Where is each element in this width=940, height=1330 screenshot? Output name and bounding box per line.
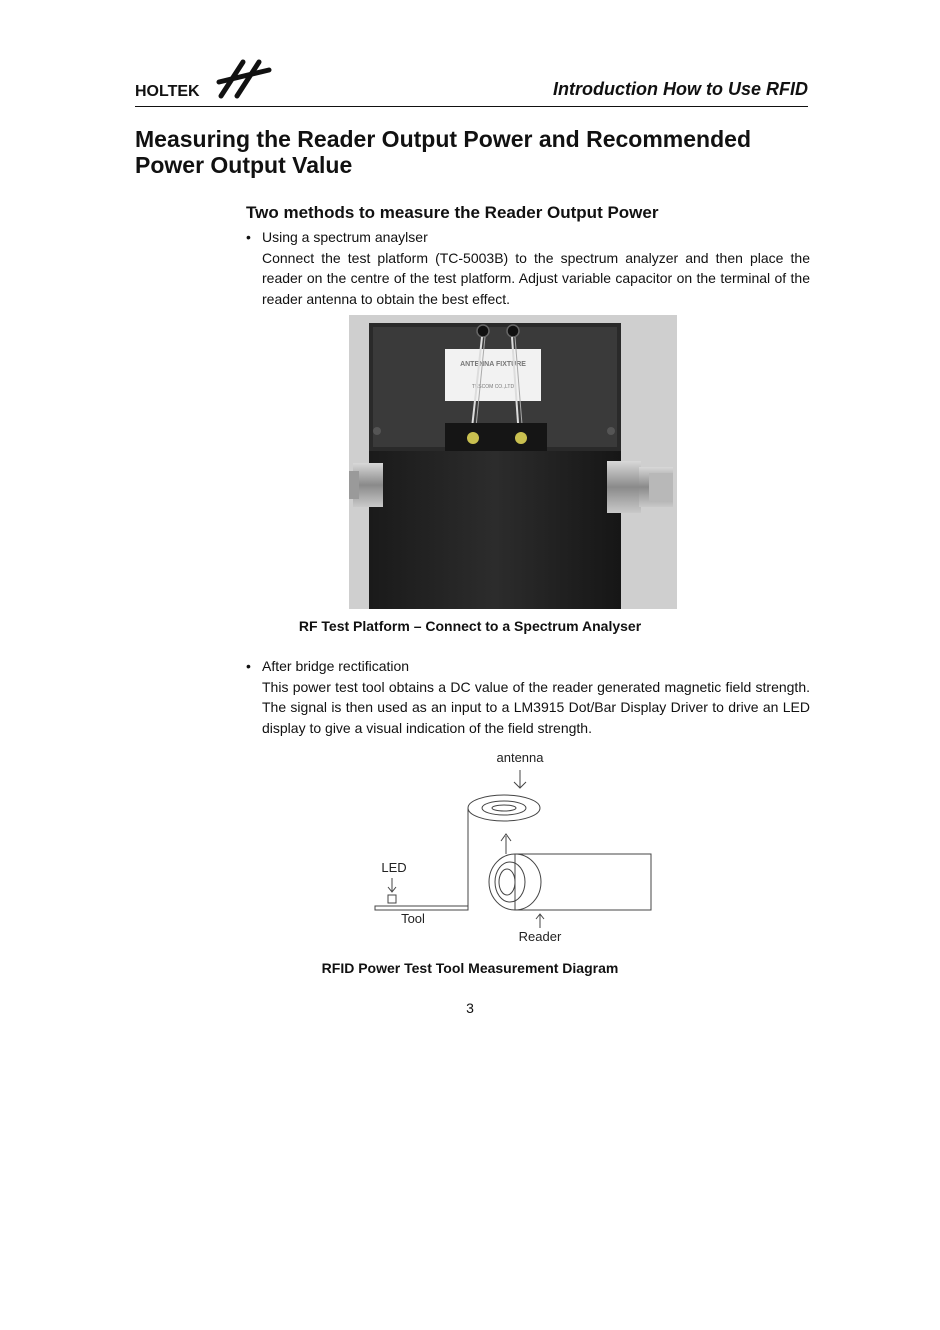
bullet-icon: • <box>246 229 251 245</box>
holtek-logo <box>135 52 275 102</box>
svg-text:HOLTEK: HOLTEK <box>135 83 200 100</box>
bullet-icon: • <box>246 658 251 674</box>
svg-text:Reader: Reader <box>518 929 562 944</box>
svg-text:Tool: Tool <box>401 911 425 926</box>
bullet-bridge-rectification <box>246 656 810 738</box>
page-number: 3 <box>466 1000 474 1016</box>
svg-text:LED: LED <box>381 860 407 875</box>
bullet-spectrum-analyser <box>246 227 810 309</box>
figure2-caption: RFID Power Test Tool Measurement Diagram <box>321 960 619 976</box>
svg-text:TESCOM CO.,LTD: TESCOM CO.,LTD <box>471 384 515 390</box>
bullet-label: Using a spectrum anaylser <box>262 229 428 245</box>
bullet-body: This power test tool obtains a DC value of the reader generated magnetic field strength. The signal is then used as an input to a LM3915 Dot/Bar Display Driver to drive an LED display to give a visual indication of the field strength. <box>262 678 810 736</box>
page-title: Measuring the Reader Output Power and Recommended Power Output Value <box>135 126 751 178</box>
rf-test-platform-photo <box>349 315 677 609</box>
svg-text:ANTENNA FIXTURE: ANTENNA FIXTURE <box>460 361 526 368</box>
bullet-label: After bridge rectification <box>262 658 410 674</box>
bullet-body: Connect the test platform (TC-5003B) to the spectrum analyzer and then place the reader on the centre of the test platform. Adjust variable capacitor on the terminal of the reader antenna to obtain the best effect. <box>262 249 810 307</box>
page-header <box>135 52 808 107</box>
figure1-caption: RF Test Platform – Connect to a Spectrum Analyser <box>298 618 642 634</box>
section-heading: Two methods to measure the Reader Output Power <box>246 203 659 222</box>
power-test-tool-diagram <box>365 748 665 948</box>
svg-text:antenna: antenna <box>496 750 544 765</box>
header-title: Introduction How to Use RFID <box>553 79 808 99</box>
